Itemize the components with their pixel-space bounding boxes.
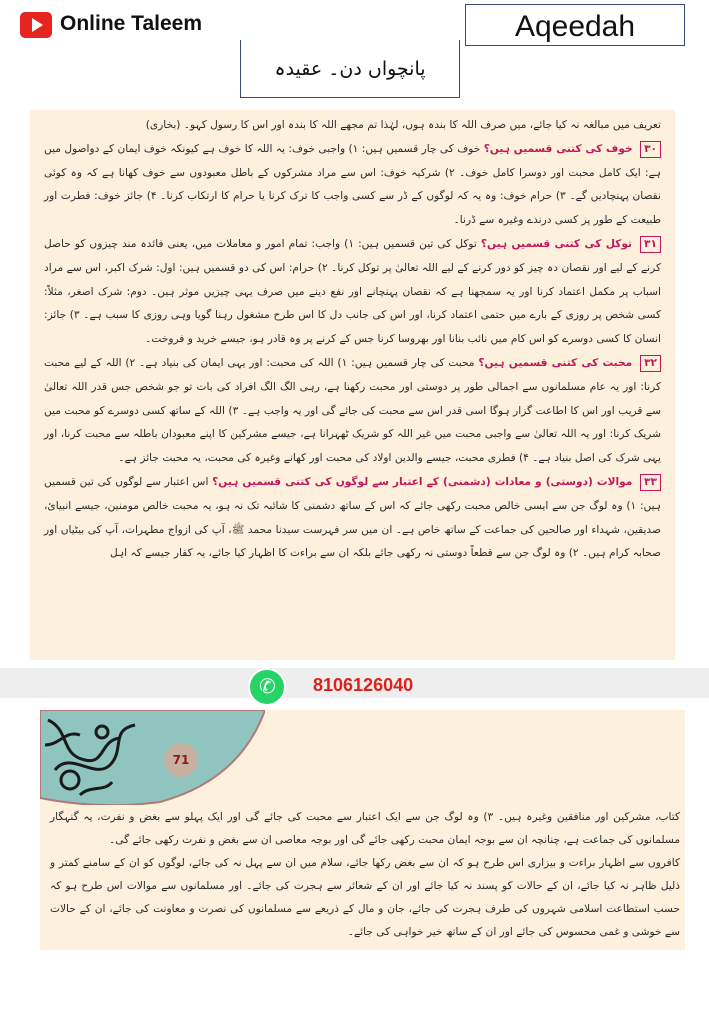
day-title: پانچواں دن۔ عقیدہ bbox=[240, 40, 460, 98]
section-question: خوف کی کتنی قسمیں ہیں؟ bbox=[483, 142, 633, 155]
section-number: ۳۳ bbox=[640, 474, 661, 491]
section-question: موالات (دوستی) و معادات (دشمنی) کے اعتبار سے لوگوں کی کتنی قسمیں ہیں؟ bbox=[212, 475, 633, 488]
book-page-2 bbox=[40, 710, 685, 950]
header bbox=[0, 0, 709, 110]
section-question: محبت کی کتنی قسمیں ہیں؟ bbox=[478, 356, 633, 369]
play-logo-icon bbox=[20, 12, 52, 38]
section-number: ۳۲ bbox=[640, 355, 661, 372]
section-number: ۳۰ bbox=[640, 141, 661, 158]
top-line: تعریف میں مبالغہ نہ کیا جائے، میں صرف اللہ کا بندہ ہوں، لہٰذا تم مجھے اللہ کا بندہ اور اس کا رسول کہو۔ (بخاری) bbox=[145, 119, 661, 131]
section-body: محبت کی چار قسمیں ہیں: ۱) اللہ کی محبت: اور یہی ایمان کی بنیاد ہے۔ ۲) اللہ کے لیے محبت کرنا: اور یہ عام مسلمانوں سے اجمالی طور پر دوستی اور محبت رکھنا ہے، رہی الگ الگ افراد کی بات تو جو شخص جس قدر اللہ تعالیٰ سے قریب اور اس کا اطاعت گزار ہوگا اسی قدر اس سے محبت کی جائے گی اور یہ واجب ہے۔ ۳) اللہ کے ساتھ کسی دوسرے کو محبت میں شریک کرنا: اور یہ اللہ تعالیٰ سے واجبی محبت میں غیر اللہ کو شریک ٹھہرانا ہے، جیسے مشرکین کا اپنے معبودان باطلہ سے محبت کرنا، اور یہی شرک کی اصل بنیاد ہے۔ ۴) فطری محبت، جیسے والدین اولاد کی محبت اور کھانے وغیرہ کی محبت، یہ محبت جائز ہے۔ bbox=[44, 356, 661, 465]
paragraph: کتاب، مشرکین اور منافقین وغیرہ ہیں۔ ۳) وہ لوگ جن سے ایک اعتبار سے محبت کی جائے گی اور ایک پہلو سے بغض و نفرت، یہ گنہگار مسلمانوں کی جماعت ہے، چنانچہ ان سے بوجہ ایمان محبت رکھی جائے گی اور بوجہ معاصی ان سے بغض و نفرت رکھی جائے گی۔ bbox=[50, 811, 680, 846]
section-33 bbox=[44, 471, 661, 566]
paragraph: کافروں سے اظہار براءت و بیزاری اس طرح ہو کہ ان سے بغض رکھا جائے، سلام میں ان سے پہل نہ کی جائے، لوگوں کو ان کے سامنے کمتر و ذلیل ظاہر نہ کیا جائے، ان کے حالات کو پسند نہ کیا جائے اور ان کے شعائر سے ہجرت کی جائے۔ اور مسلمانوں سے موالات اس طرح ہو کہ حسب استطاعت اسلامی شہروں کی طرف ہجرت کی جائے، جان و مال کے ذریعے سے مسلمانوں کی نصرت و معاونت کی جائے، ان کے حالات سے خوشی و غمی محسوس کی جائے اور ان کے ساتھ خیر خواہی کی جائے۔ bbox=[50, 857, 680, 938]
section-32 bbox=[44, 352, 661, 471]
section-31 bbox=[44, 233, 661, 352]
page-2-text bbox=[50, 806, 680, 944]
brand-name: Online Taleem bbox=[60, 12, 202, 35]
section-body: اس اعتبار سے لوگوں کی تین قسمیں ہیں: ۱) وہ لوگ جن سے ایسی خالص محبت رکھی جائے کہ اس کے ساتھ دشمنی کا شائبہ تک نہ ہو، یہ محبت خالص مومنین، جیسے انبیائ، صدیقین، شہداء اور صالحین کی جماعت کے ساتھ خاص ہے۔ ان میں سر فہرست سیدنا محمد ﷺ، آپ کی ازواج مطہرات، آپ کی بیٹیاں اور صحابہ کرام ہیں۔ ۲) وہ لوگ جن سے قطعاً دوستی نہ رکھی جائے بلکہ ان سے براءت کا اظہار کیا جائے، یہ کفار جیسے کہ اہل bbox=[44, 475, 662, 560]
page-number: 71 bbox=[164, 743, 198, 777]
section-body: خوف کی چار قسمیں ہیں: ۱) واجبی خوف: یہ اللہ کا خوف ہے کیونکہ خوف ایمان کے دواصول میں ہے: ایک کامل محبت اور دوسرا کامل خوف۔ ۲) شرکیہ خوف: اس سے مراد مشرکوں کے باطل معبودوں سے خوف کھانا ہے کہ وہ کوئی نقصان پہنچادیں گے۔ ۳) حرام خوف: وہ یہ کہ لوگوں کے ڈر سے کسی واجب کا ترک کرنا یا حرام کا ارتکاب کرنا۔ ۴) جائز خوف: فطرت اور طبیعت کے طور پر کسی درندے وغیرہ سے ڈرنا۔ bbox=[44, 142, 662, 227]
book-page-1 bbox=[30, 110, 675, 660]
section-body: توکل کی تین قسمیں ہیں: ۱) واجب: تمام امور و معاملات میں، یعنی فائدہ مند چیزوں کو حاصل کرنے کے لیے اور نقصان دہ چیز کو دور کرنے کے لیے اللہ تعالیٰ پر توکل کرنا۔ ۲) حرام: اس کی دو قسمیں ہیں: اول: شرک اکبر، اس سے مراد اسباب پر مکمل اعتماد کرنا اور یہ سمجھنا ہے کہ نقصان پہنچانے اور نفع دینے میں صرف یہی چیزیں موثر ہیں۔ دوم: شرک اصغر، مثلاً: کسی شخص پر روزی کے بارے میں حتمی اعتماد کرنا، اور اس کی جانب دل کا اس طرح مشغول رہنا گویا وہی روزی کا سبب ہے۔ ۳) جائز: انسان کا کسی دوسرے کو اس کام میں نائب بنانا اور بھروسا کرنا جس کے کرنے پر وہ قادر ہو، جیسے خرید و فروخت۔ bbox=[44, 237, 661, 346]
topic-title: Aqeedah bbox=[465, 4, 685, 46]
ornament-corner-icon bbox=[40, 710, 265, 805]
phone-number[interactable]: 8106126040 bbox=[313, 675, 414, 695]
whatsapp-icon[interactable] bbox=[248, 668, 286, 706]
section-question: توکل کی کتنی قسمیں ہیں؟ bbox=[480, 237, 632, 250]
section-number: ۳۱ bbox=[640, 236, 661, 253]
section-30 bbox=[44, 138, 661, 233]
